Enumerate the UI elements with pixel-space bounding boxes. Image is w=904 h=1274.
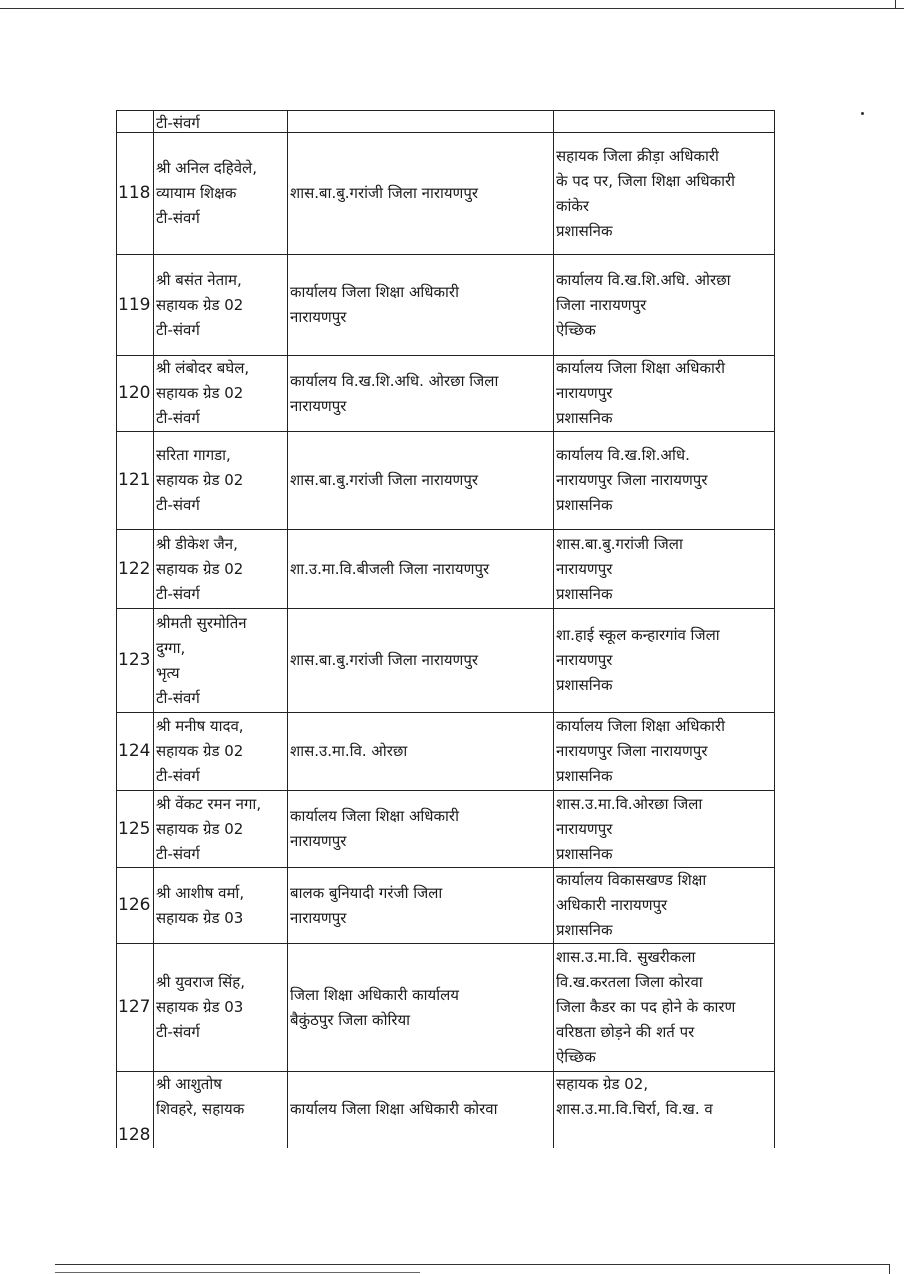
current-posting-line: बालक बुनियादी गरंजी जिला (290, 883, 443, 902)
table-row (117, 713, 775, 791)
employee-cell (154, 868, 288, 944)
employee-line: श्री आशीष वर्मा, (156, 883, 245, 902)
employee-cell (154, 432, 288, 530)
scan-edge-bottom-inner (55, 1272, 420, 1273)
new-posting-cell (554, 713, 775, 791)
employee-cell (154, 609, 288, 713)
new-posting-line: जिला नारायणपुर (556, 295, 647, 314)
employee-line: टी-संवर्ग (156, 114, 200, 132)
employee-line: सहायक ग्रेड 02 (156, 384, 244, 402)
serial-cell (117, 1072, 154, 1148)
employee-line: सरिता गागडा, (156, 446, 231, 464)
new-posting-line: प्रशासनिक (556, 844, 613, 863)
new-posting-line: नारायणपुर (556, 651, 613, 669)
serial-cell (117, 432, 154, 530)
employee-line: श्री मनीष यादव, (156, 717, 244, 735)
current-posting-line: नारायणपुर (290, 832, 347, 850)
employee-line: टी-संवर्ग (156, 320, 200, 339)
transfer-table-body (117, 111, 775, 1148)
new-posting-line: नारायणपुर (556, 559, 613, 578)
new-posting-cell (554, 530, 775, 609)
new-posting-line: सहायक ग्रेड 02, (556, 1075, 649, 1093)
new-posting-line: ऐच्छिक (556, 1048, 596, 1066)
employee-line: सहायक ग्रेड 02 (156, 295, 244, 314)
serial-number: 122 (118, 558, 151, 579)
new-posting-line: सहायक जिला क्रीड़ा अधिकारी (556, 146, 719, 165)
scan-speck (861, 112, 864, 115)
serial-cell (117, 255, 154, 356)
new-posting-line: जिला कैडर का पद होने के कारण (556, 998, 736, 1016)
employee-line: श्री वेंकट रमन नगा, (156, 794, 262, 813)
employee-cell (154, 255, 288, 356)
employee-cell (154, 944, 288, 1072)
serial-cell (117, 356, 154, 432)
new-posting-line: कार्यालय विकासखण्ड शिक्षा (556, 871, 707, 889)
current-posting-cell (288, 356, 554, 432)
new-posting-cell (554, 255, 775, 356)
scan-edge-bottom (55, 1264, 890, 1265)
employee-line: टी-संवर्ग (156, 496, 200, 514)
current-posting-line: जिला शिक्षा अधिकारी कार्यालय (290, 985, 459, 1004)
new-posting-line: शास.उ.मा.वि.चिर्रा, वि.ख. व (556, 1100, 713, 1118)
table-row (117, 133, 775, 255)
table-row-continuation (117, 111, 775, 133)
current-posting-line: नारायणपुर (290, 908, 347, 927)
employee-line: श्री लंबोदर बघेल, (156, 359, 250, 377)
current-posting-line: शास.बा.बु.गरांजी जिला नारायणपुर (290, 184, 479, 202)
table-row (117, 356, 775, 432)
new-posting-cell (554, 609, 775, 713)
new-posting-line: कार्यालय वि.ख.शि.अधि. (556, 446, 690, 464)
employee-line: टी-संवर्ग (156, 584, 200, 603)
new-posting-line: शास.उ.मा.वि. सुखरीकला (556, 948, 696, 966)
current-posting-line: कार्यालय जिला शिक्षा अधिकारी (290, 807, 459, 825)
new-posting-line: प्रशासनिक (556, 496, 613, 514)
serial-cell (117, 111, 154, 133)
current-posting-cell (288, 1072, 554, 1148)
employee-line: टी-संवर्ग (156, 767, 200, 785)
employee-line: शिवहरे, सहायक (156, 1100, 245, 1118)
current-posting-line: शास.उ.मा.वि. ओरछा (290, 742, 408, 760)
scan-edge-top (0, 8, 904, 9)
current-posting-line: कार्यालय जिला शिक्षा अधिकारी (290, 283, 459, 301)
current-posting-line: नारायणपुर (290, 396, 347, 415)
new-posting-line: नारायणपुर जिला नारायणपुर (556, 742, 708, 760)
employee-line: सहायक ग्रेड 02 (156, 471, 244, 489)
employee-line: टी-संवर्ग (156, 1023, 200, 1041)
new-posting-line: नारायणपुर जिला नारायणपुर (556, 471, 708, 489)
serial-cell (117, 133, 154, 255)
new-posting-line: ऐच्छिक (556, 320, 596, 339)
new-posting-line: शास.बा.बु.गरांजी जिला (556, 534, 683, 553)
serial-number: 125 (118, 818, 151, 839)
serial-number: 119 (118, 294, 151, 315)
serial-number: 127 (118, 997, 151, 1017)
employee-line: श्री बसंत नेताम, (156, 270, 242, 289)
new-posting-cell (554, 791, 775, 868)
current-posting-cell (288, 111, 554, 133)
current-posting-cell (288, 713, 554, 791)
serial-cell (117, 530, 154, 609)
employee-cell (154, 111, 288, 133)
new-posting-line: वि.ख.करतला जिला कोरवा (556, 973, 703, 991)
employee-cell (154, 530, 288, 609)
serial-number: 121 (118, 470, 151, 490)
employee-line: टी-संवर्ग (156, 688, 200, 707)
new-posting-cell (554, 432, 775, 530)
employee-line: सहायक ग्रेड 02 (156, 742, 244, 760)
scan-edge-bottom-right (889, 1264, 890, 1274)
serial-number: 118 (118, 183, 151, 203)
table-row (117, 530, 775, 609)
new-posting-cell (554, 944, 775, 1072)
current-posting-cell (288, 791, 554, 868)
employee-line: सहायक ग्रेड 03 (156, 998, 244, 1016)
new-posting-line: प्रशासनिक (556, 676, 613, 694)
serial-number: 123 (118, 650, 151, 670)
employee-line: दुग्गा, (156, 638, 186, 657)
transfer-table (116, 110, 775, 1148)
transfer-table-wrapper (116, 110, 775, 1148)
employee-cell (154, 133, 288, 255)
employee-cell (154, 1072, 288, 1148)
new-posting-cell (554, 111, 775, 133)
employee-cell (154, 791, 288, 868)
new-posting-line: नारायणपुर (556, 819, 613, 838)
current-posting-cell (288, 432, 554, 530)
table-row (117, 432, 775, 530)
serial-cell (117, 609, 154, 713)
current-posting-cell (288, 944, 554, 1072)
employee-cell (154, 713, 288, 791)
current-posting-cell (288, 530, 554, 609)
serial-number: 124 (118, 741, 151, 761)
table-row (117, 944, 775, 1072)
new-posting-line: प्रशासनिक (556, 409, 613, 427)
new-posting-line: कार्यालय जिला शिक्षा अधिकारी (556, 359, 725, 377)
serial-number: 120 (118, 383, 151, 403)
new-posting-cell (554, 133, 775, 255)
new-posting-line: नारायणपुर (556, 384, 613, 402)
table-row (117, 791, 775, 868)
current-posting-line: शास.बा.बु.गरांजी जिला नारायणपुर (290, 471, 479, 489)
current-posting-line: नारायणपुर (290, 308, 347, 326)
new-posting-line: प्रशासनिक (556, 767, 613, 785)
serial-cell (117, 944, 154, 1072)
new-posting-line: शा.हाई स्कूल कन्हारगांव जिला (556, 626, 720, 644)
serial-cell (117, 713, 154, 791)
new-posting-line: प्रशासनिक (556, 584, 613, 603)
new-posting-line: वरिष्ठता छोड़ने की शर्त पर (556, 1023, 695, 1041)
current-posting-line: कार्यालय वि.ख.शि.अधि. ओरछा जिला (290, 371, 499, 390)
current-posting-cell (288, 868, 554, 944)
current-posting-cell (288, 255, 554, 356)
table-row (117, 255, 775, 356)
serial-cell (117, 868, 154, 944)
serial-cell (117, 791, 154, 868)
employee-line: टी-संवर्ग (156, 844, 200, 863)
new-posting-line: शास.उ.मा.वि.ओरछा जिला (556, 794, 703, 813)
scan-edge-top-right (895, 0, 896, 9)
new-posting-cell (554, 356, 775, 432)
employee-line: टी-संवर्ग (156, 409, 200, 427)
current-posting-line: शास.बा.बु.गरांजी जिला नारायणपुर (290, 651, 479, 669)
employee-line: भृत्य (156, 663, 180, 682)
employee-line: श्री अनिल दहिवेले, (156, 159, 257, 177)
employee-cell (154, 356, 288, 432)
employee-line: श्री आशुतोष (156, 1075, 222, 1093)
current-posting-line: कार्यालय जिला शिक्षा अधिकारी कोरवा (290, 1100, 498, 1119)
table-row (117, 1072, 775, 1148)
table-row (117, 609, 775, 713)
current-posting-cell (288, 609, 554, 713)
new-posting-line: कार्यालय जिला शिक्षा अधिकारी (556, 717, 725, 735)
serial-number: 126 (118, 895, 151, 915)
employee-line: सहायक ग्रेड 02 (156, 559, 244, 578)
new-posting-line: कार्यालय वि.ख.शि.अधि. ओरछा (556, 270, 731, 289)
new-posting-line: अधिकारी नारायणपुर (556, 896, 668, 914)
employee-line: सहायक ग्रेड 03 (156, 908, 244, 927)
new-posting-cell (554, 1072, 775, 1148)
employee-line: व्यायाम शिक्षक (156, 184, 237, 202)
employee-line: टी-संवर्ग (156, 209, 200, 227)
new-posting-cell (554, 868, 775, 944)
new-posting-line: के पद पर, जिला शिक्षा अधिकारी (556, 171, 736, 190)
employee-line: सहायक ग्रेड 02 (156, 819, 244, 838)
table-row (117, 868, 775, 944)
new-posting-line: कांकेर (556, 196, 590, 215)
new-posting-line: प्रशासनिक (556, 221, 613, 240)
employee-line: श्रीमती सुरमोतिन (156, 613, 247, 632)
current-posting-cell (288, 133, 554, 255)
new-posting-line: प्रशासनिक (556, 921, 613, 939)
current-posting-line: बैकुंठपुर जिला कोरिया (290, 1010, 411, 1029)
serial-number: 128 (118, 1124, 151, 1145)
employee-line: श्री डीकेश जैन, (156, 534, 238, 553)
employee-line: श्री युवराज सिंह, (156, 973, 245, 991)
current-posting-line: शा.उ.मा.वि.बीजली जिला नारायणपुर (290, 559, 490, 578)
